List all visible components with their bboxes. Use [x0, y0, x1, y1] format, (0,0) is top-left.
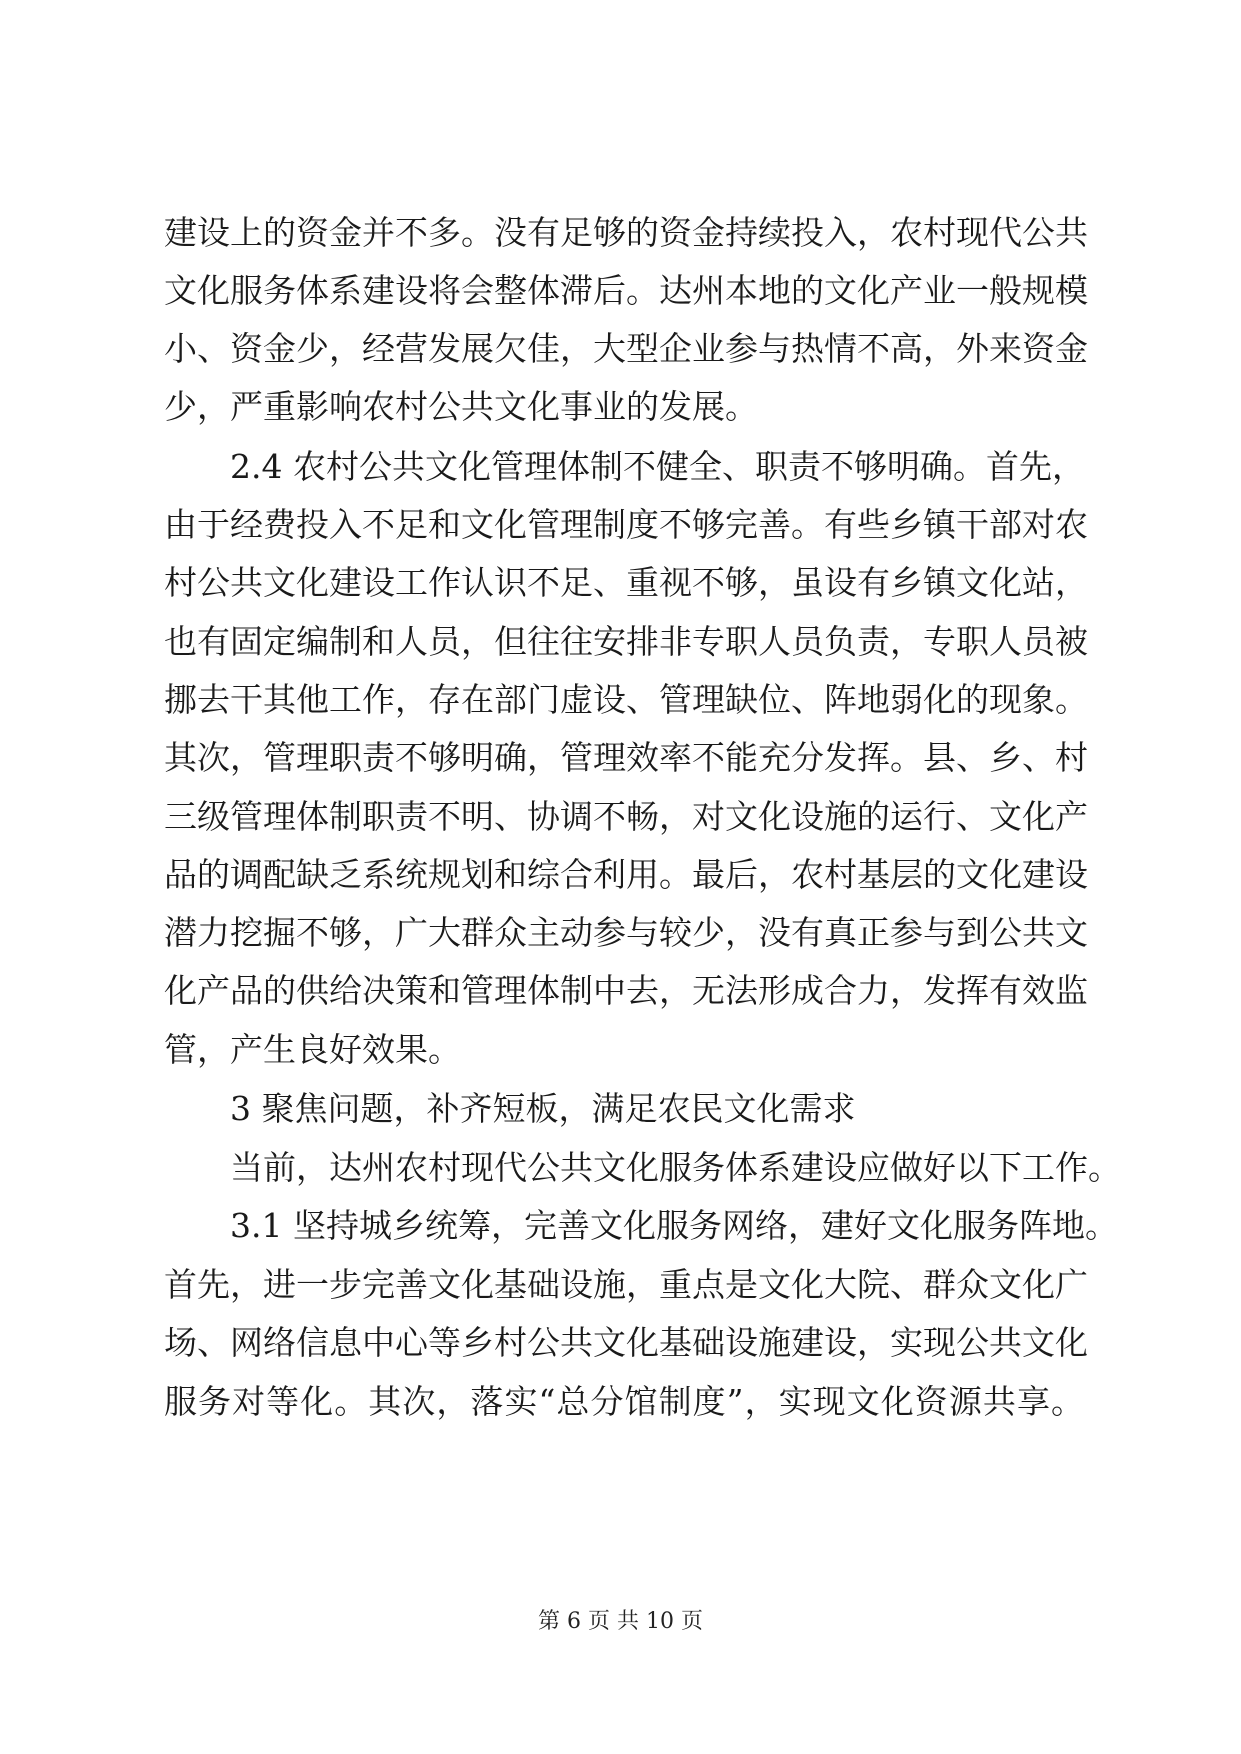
body-text-line: 三级管理体制职责不明、协调不畅，对文化设施的运行、文化产: [164, 797, 1088, 836]
body-text-line: 由于经费投入不足和文化管理制度不够完善。有些乡镇干部对农: [164, 505, 1088, 544]
body-text-line: 化产品的供给决策和管理体制中去，无法形成合力，发挥有效监: [164, 971, 1088, 1010]
body-text-line: 管，产生良好效果。: [164, 1030, 461, 1069]
body-text-line: 品的调配缺乏系统规划和综合利用。最后，农村基层的文化建设: [164, 855, 1088, 894]
body-text-line: 文化服务体系建设将会整体滞后。达州本地的文化产业一般规模: [164, 271, 1088, 310]
body-text-line: 其次，管理职责不够明确，管理效率不能充分发挥。县、乡、村: [164, 738, 1088, 777]
body-text-line: 也有固定编制和人员，但往往安排非专职人员负责，专职人员被: [164, 622, 1088, 661]
section-heading-2-4: 2.4 农村公共文化管理体制不健全、职责不够明确。首先，: [230, 447, 1085, 486]
body-text-line: 首先，进一步完善文化基础设施，重点是文化大院、群众文化广: [164, 1265, 1088, 1304]
body-text-line: 小、资金少，经营发展欠佳，大型企业参与热情不高，外来资金: [164, 329, 1088, 368]
body-text-line: 服务对等化。其次，落实“总分馆制度”，实现文化资源共享。: [164, 1382, 1084, 1421]
body-text-line: 挪去干其他工作，存在部门虚设、管理缺位、阵地弱化的现象。: [164, 680, 1088, 719]
section-heading-3-1: 3.1 坚持城乡统筹，完善文化服务网络，建好文化服务阵地。: [230, 1206, 1118, 1245]
body-text-line: 少，严重影响农村公共文化事业的发展。: [164, 387, 758, 426]
body-text-line: 当前，达州农村现代公共文化服务体系建设应做好以下工作。: [230, 1148, 1121, 1187]
page-footer: 第 6 页 共 10 页: [538, 1609, 703, 1634]
body-text-line: 建设上的资金并不多。没有足够的资金持续投入，农村现代公共: [164, 213, 1088, 252]
body-text-line: 村公共文化建设工作认识不足、重视不够，虽设有乡镇文化站，: [164, 563, 1088, 602]
body-text-line: 潜力挖掘不够，广大群众主动参与较少，没有真正参与到公共文: [164, 913, 1088, 952]
body-text-line: 场、网络信息中心等乡村公共文化基础设施建设，实现公共文化: [164, 1323, 1088, 1362]
section-heading-3: 3 聚焦问题，补齐短板，满足农民文化需求: [230, 1089, 856, 1128]
